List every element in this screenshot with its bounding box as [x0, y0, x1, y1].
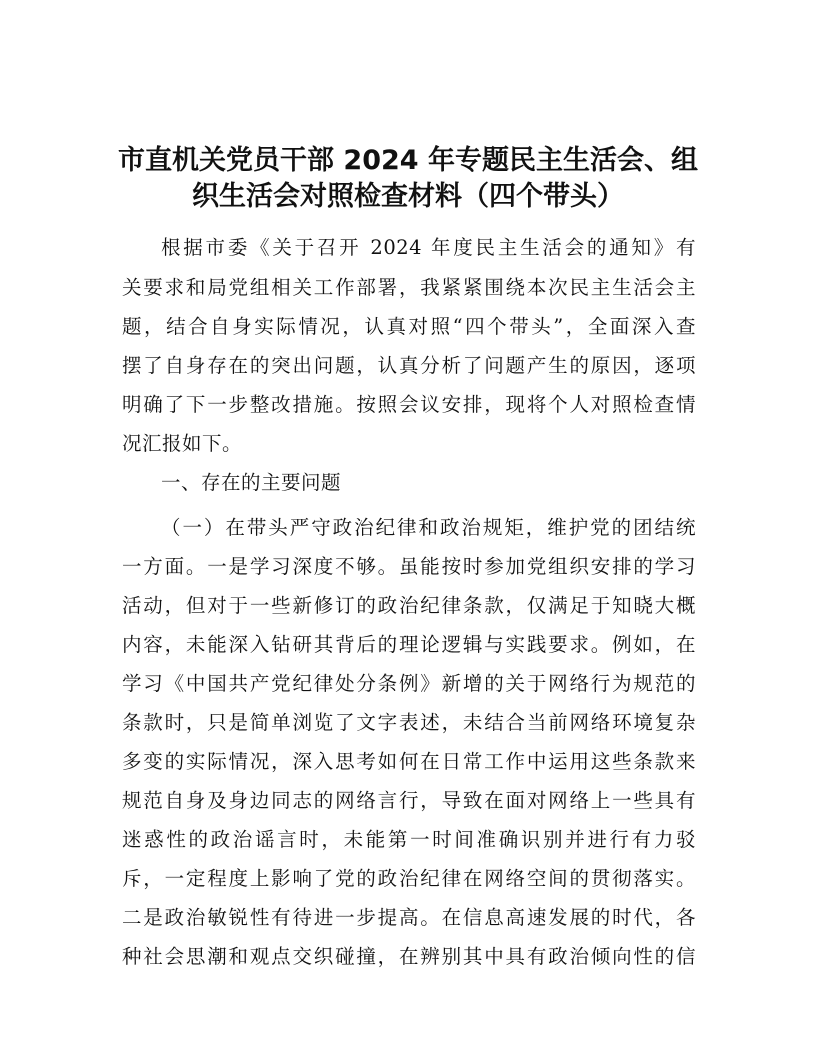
document-title-line-1: 市直机关党员干部 2024 年专题民主生活会、组 [118, 145, 698, 176]
body-paragraph-line: 内容，未能深入钻研其背后的理论逻辑与实践要求。例如，在 [122, 633, 696, 656]
body-paragraph-line: 学习《中国共产党纪律处分条例》新增的关于网络行为规范的 [122, 672, 696, 695]
body-paragraph-line: 种社会思潮和观点交织碰撞，在辨别其中具有政治倾向性的信 [122, 945, 696, 968]
intro-paragraph-line: 明确了下一步整改措施。按照会议安排，现将个人对照检查情 [122, 393, 696, 416]
document-title-line-2: 织生活会对照检查材料（四个带头） [192, 181, 624, 212]
intro-paragraph-line: 况汇报如下。 [122, 432, 243, 455]
body-paragraph-line: 规范自身及身边同志的网络言行，导致在面对网络上一些具有 [122, 789, 696, 812]
intro-paragraph-line: 关要求和局党组相关工作部署，我紧紧围绕本次民主生活会主 [122, 276, 696, 299]
body-paragraph-line: 多变的实际情况，深入思考如何在日常工作中运用这些条款来 [122, 750, 696, 773]
intro-paragraph-line: 根据市委《关于召开 2024 年度民主生活会的通知》有 [161, 236, 696, 259]
intro-paragraph-line: 题，结合自身实际情况，认真对照“四个带头”，全面深入查 [122, 315, 696, 338]
body-paragraph-line: 迷惑性的政治谣言时，未能第一时间准确识别并进行有力驳 [122, 828, 696, 851]
body-paragraph-line: （一）在带头严守政治纪律和政治规矩，维护党的团结统 [161, 516, 696, 539]
section-heading: 一、存在的主要问题 [161, 471, 342, 494]
body-paragraph-line: 活动，但对于一些新修订的政治纪律条款，仅满足于知晓大概 [122, 594, 696, 617]
body-paragraph-line: 二是政治敏锐性有待进一步提高。在信息高速发展的时代，各 [122, 906, 696, 929]
intro-paragraph-line: 摆了自身存在的突出问题，认真分析了问题产生的原因，逐项 [122, 354, 696, 377]
body-paragraph-line: 条款时，只是简单浏览了文字表述，未结合当前网络环境复杂 [122, 711, 696, 734]
body-paragraph-line: 斥，一定程度上影响了党的政治纪律在网络空间的贯彻落实。 [122, 867, 696, 890]
body-paragraph-line: 一方面。一是学习深度不够。虽能按时参加党组织安排的学习 [122, 555, 696, 578]
